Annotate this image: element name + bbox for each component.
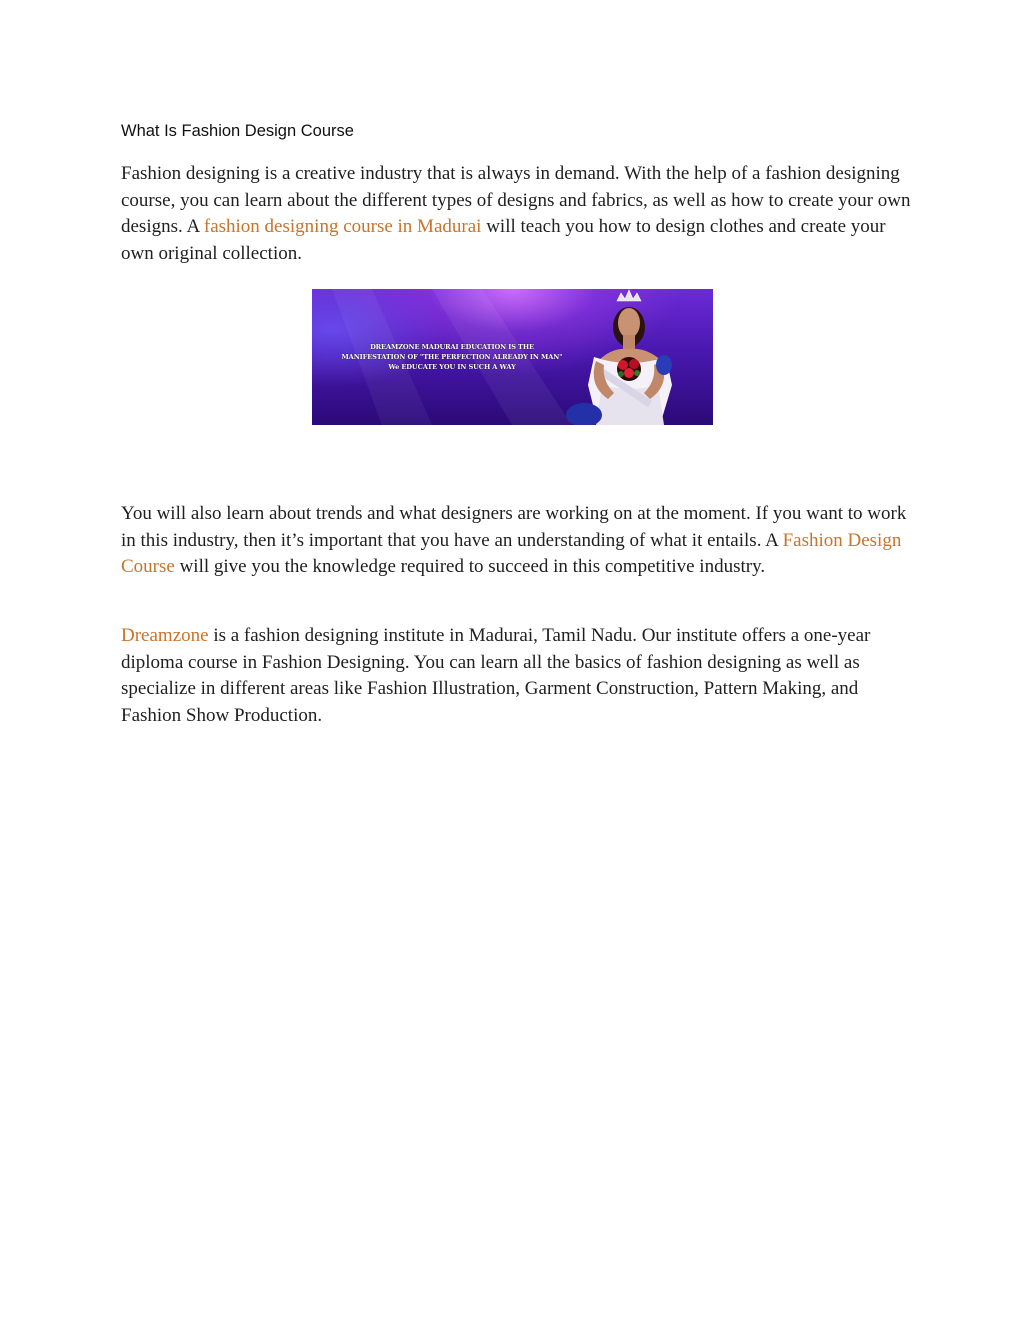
- banner-caption: [316, 342, 588, 372]
- intro-paragraph: [121, 161, 921, 267]
- banner-line-1: DREAMZONE MADURAI EDUCATION IS THE: [370, 343, 534, 351]
- banner-line-2: MANIFESTATION OF "THE PERFECTION ALREADY IN MAN": [341, 353, 563, 361]
- trends-text: You will also learn about trends and what designers are working on at the moment. If you want to work in this industry, then it’s important that you have an understanding of what it entails. A: [121, 503, 907, 551]
- fashion-course-madurai-link[interactable]: fashion designing course in Madurai: [203, 216, 482, 237]
- dreamzone-paragraph: [121, 623, 921, 729]
- dreamzone-link[interactable]: Dreamzone: [121, 625, 209, 646]
- page-heading: What Is Fashion Design Course: [121, 122, 354, 140]
- dreamzone-banner-image: [312, 289, 713, 425]
- intro-text: Fashion designing is a creative industry that is always in demand. With the help of a fashion designing course, you can learn about the different types of designs and fabrics, as well as how to create your own designs. A: [121, 163, 911, 237]
- trends-text-end: will give you the knowledge required to succeed in this competitive industry.: [174, 556, 766, 577]
- trends-paragraph: [121, 501, 921, 581]
- intro-text-end: will teach you how to design clothes and create your own original collection.: [121, 216, 886, 264]
- fashion-design-course-link[interactable]: Fashion Design Course: [121, 529, 902, 577]
- dreamzone-text: is a fashion designing institute in Madurai, Tamil Nadu. Our institute offers a one-year diploma course in Fashion Designing. You can learn all the basics of fashion designing as well as specialize in different areas like Fashion Illustration, Garment Construction, Pattern Making, and Fashion Show Production.: [121, 625, 871, 726]
- banner-line-3: We EDUCATE YOU IN SUCH A WAY: [388, 363, 516, 371]
